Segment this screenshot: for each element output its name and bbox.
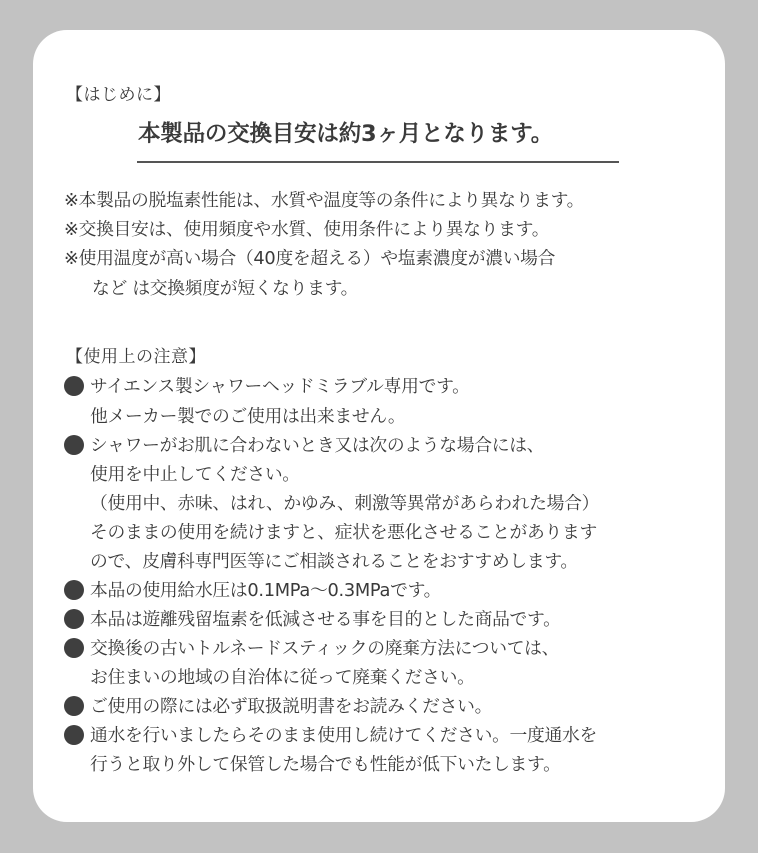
caution-line: 行うと取り外して保管した場合でも性能が低下いたします。 — [90, 754, 561, 775]
caution-line: 本品の使用給水圧は0.1MPa〜0.3MPaです。 — [90, 580, 442, 601]
bullet-icon — [64, 376, 84, 396]
caution-line: 本品は遊離残留塩素を低減させる事を目的とした商品です。 — [90, 609, 561, 630]
title-underline — [137, 161, 619, 163]
caution-line: ご使用の際には必ず取扱説明書をお読みください。 — [90, 696, 493, 717]
caution-line: 使用を中止してください。 — [90, 464, 300, 485]
intro-note: ※本製品の脱塩素性能は、水質や温度等の条件により異なります。 — [64, 190, 585, 211]
caution-line: 他メーカー製でのご使用は出来ません。 — [90, 406, 406, 427]
caution-line: 通水を行いましたらそのまま使用し続けてください。一度通水を — [90, 725, 597, 746]
intro-note: ※交換目安は、使用頻度や水質、使用条件により異なります。 — [64, 219, 550, 240]
intro-note: ※使用温度が高い場合（40度を超える）や塩素濃度が濃い場合 — [64, 248, 556, 269]
bullet-icon — [64, 725, 84, 745]
bullet-icon — [64, 609, 84, 629]
intro-heading: 【はじめに】 — [66, 85, 171, 105]
caution-line: ので、皮膚科専門医等にご相談されることをおすすめします。 — [90, 551, 578, 572]
caution-line: サイエンス製シャワーヘッドミラブル専用です。 — [90, 376, 470, 397]
caution-line: そのままの使用を続けますと、症状を悪化させることがあります — [90, 522, 597, 543]
caution-line: シャワーがお肌に合わないとき又は次のような場合には、 — [90, 435, 545, 456]
replacement-title: 本製品の交換目安は約3ヶ月となります。 — [138, 121, 554, 147]
bullet-icon — [64, 638, 84, 658]
caution-line: （使用中、赤味、はれ、かゆみ、刺激等異常があらわれた場合） — [90, 493, 600, 514]
bullet-icon — [64, 696, 84, 716]
cautions-heading: 【使用上の注意】 — [66, 347, 206, 367]
caution-line: 交換後の古いトルネードスティックの廃棄方法については、 — [90, 638, 560, 659]
bullet-icon — [64, 580, 84, 600]
intro-note: など は交換頻度が短くなります。 — [92, 278, 359, 299]
caution-line: お住まいの地域の自治体に従って廃棄ください。 — [90, 667, 475, 688]
bullet-icon — [64, 435, 84, 455]
